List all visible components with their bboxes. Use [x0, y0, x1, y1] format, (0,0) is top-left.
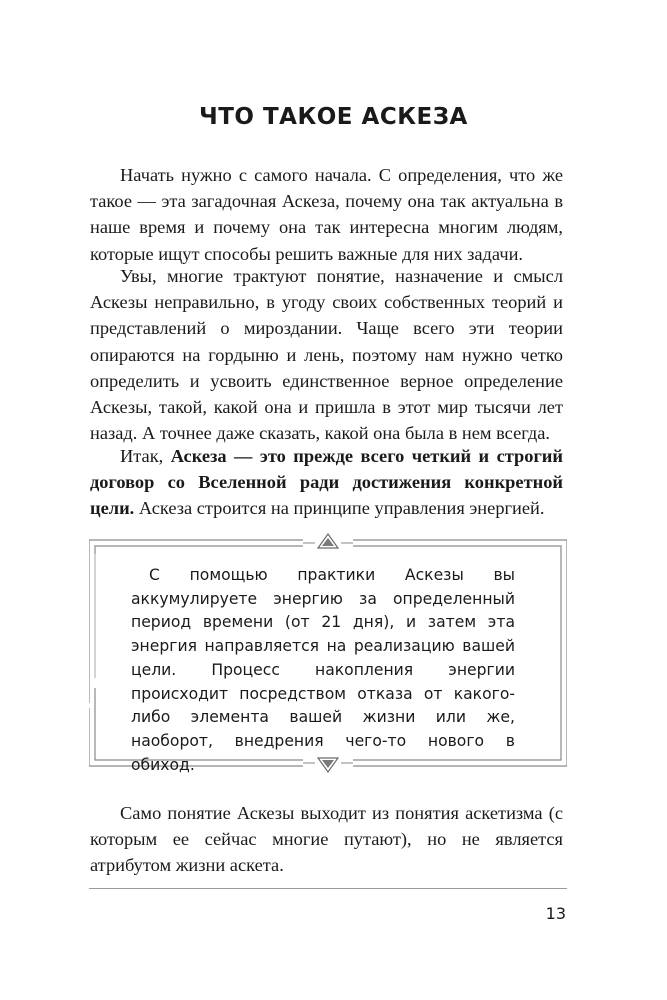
footer-divider	[89, 888, 567, 889]
triangle-up-ornament-icon	[303, 534, 353, 548]
definition-bold: Аскеза — это прежде всего четкий и строгий договор со Вселенной ради достижения конкретной цели.	[90, 446, 563, 519]
callout-text: С помощью практики Аскезы вы аккумулируете энергию за определенный период времени (от 21 дня), и затем эта энергия направляется на реализацию вашей цели. Процесс накопления энергии происходит посредством отказа от какого-либо элемента вашей жизни или же, наоборот, внедрения чего-то нового в обиход.	[131, 566, 515, 774]
chapter-title: ЧТО ТАКОЕ АСКЕЗА	[199, 104, 468, 130]
paragraph-misinterpretation: Увы, многие трактуют понятие, назначение и смысл Аскезы неправильно, в угоду своих собственных теорий и представлений о мироздании. Чаще всего эти теории опираются на гордыню и лень, поэтому нам нужно четко определить и усвоить единственное верное определение Аскезы, такой, какой она и пришла в этот мир тысячи лет назад. А точнее даже сказать, какой она была в нем всегда.	[90, 266, 563, 444]
paragraph-intro: Начать нужно с самого начала. С определения, что же такое — эта загадочная Аскеза, почему она так актуальна в наше время и почему она так интересна многим людям, которые ищут способы решить важные для них задачи.	[90, 165, 563, 264]
page-number: 13	[545, 904, 566, 923]
paragraph-definition	[90, 443, 563, 522]
definition-tail: Аскеза строится на принципе управления энергией.	[134, 498, 545, 519]
paragraph-asceticism: Само понятие Аскезы выходит из понятия аскетизма (с которым ее сейчас многие путают), но не является атрибутом жизни аскета.	[90, 803, 563, 876]
definition-intro: Итак,	[120, 446, 171, 466]
